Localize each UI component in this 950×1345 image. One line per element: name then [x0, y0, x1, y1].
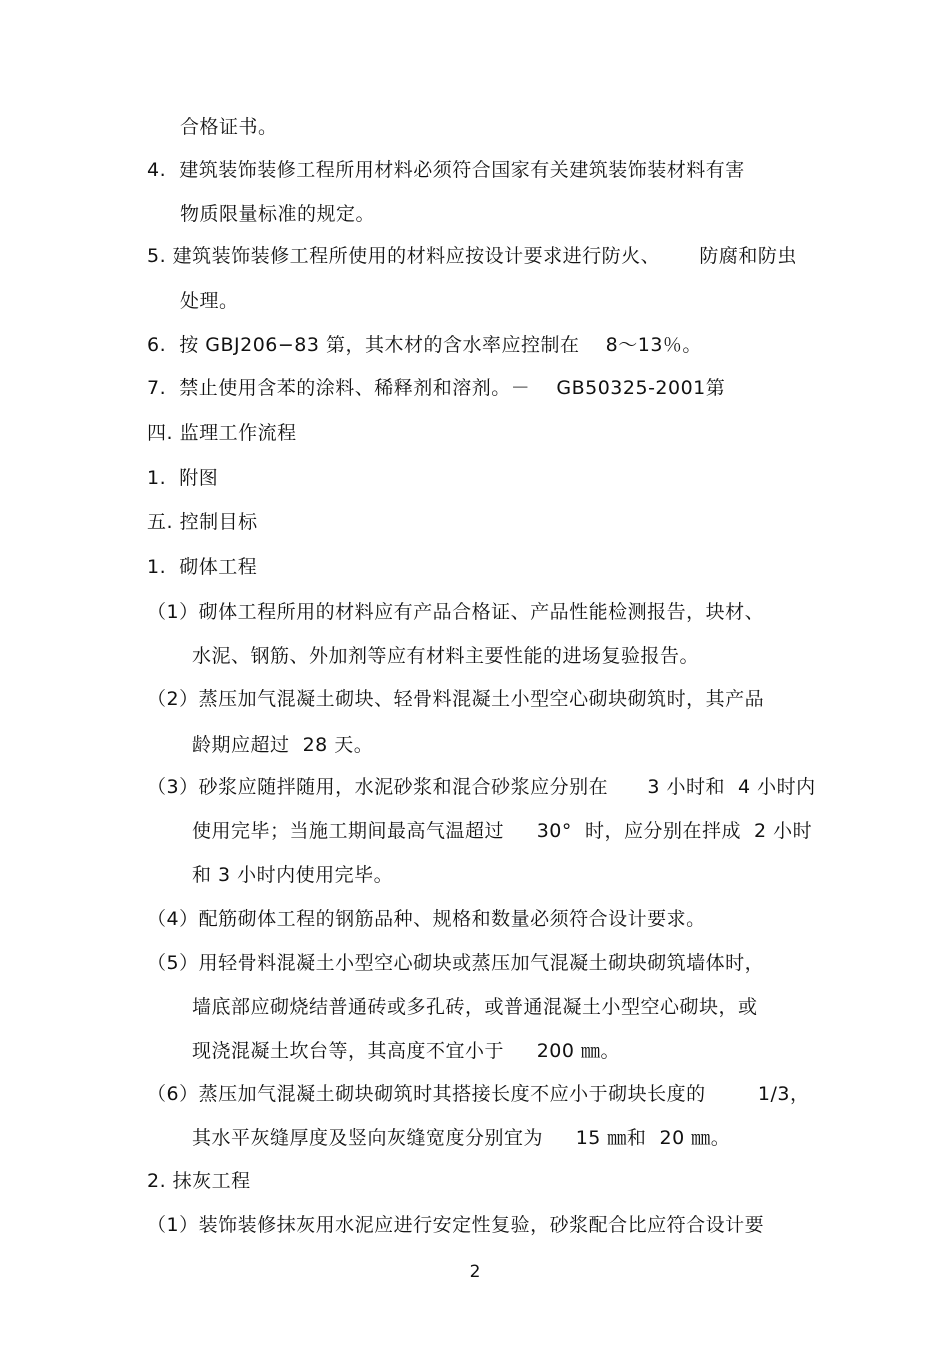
text-line: 合格证书。: [180, 116, 278, 138]
text-line: 和 3 小时内使用完毕。: [192, 864, 394, 886]
text-line: 龄期应超过 28 天。: [192, 734, 374, 756]
text-line: 水泥、钢筋、外加剂等应有材料主要性能的进场复验报告。: [192, 645, 700, 667]
text-line: （3）砂浆应随拌随用，水泥砂浆和混合砂浆应分别在 3 小时和 4 小时内: [147, 776, 816, 798]
text-line: 其水平灰缝厚度及竖向灰缝宽度分别宜为 15 ㎜和 20 ㎜。: [192, 1127, 731, 1149]
subsection-heading: 1. 砌体工程: [147, 556, 258, 578]
text-line: 5. 建筑装饰装修工程所使用的材料应按设计要求进行防火、 防腐和防虫: [147, 245, 797, 267]
section-heading: 五. 控制目标: [147, 511, 258, 533]
text-line: 1. 附图: [147, 467, 219, 489]
text-line: 使用完毕；当施工期间最高气温超过 30° 时，应分别在拌成 2 小时: [192, 820, 813, 842]
text-line: （6）蒸压加气混凝土砌块砌筑时其搭接长度不应小于砌块长度的 1/3，: [147, 1083, 810, 1105]
text-line: （2）蒸压加气混凝土砌块、轻骨料混凝土小型空心砌块砌筑时，其产品: [147, 688, 765, 710]
text-line: 墙底部应砌烧结普通砖或多孔砖，或普通混凝土小型空心砌块，或: [192, 996, 758, 1018]
subsection-heading: 2. 抹灰工程: [147, 1170, 251, 1192]
section-heading: 四. 监理工作流程: [147, 422, 297, 444]
text-line: 6. 按 GBJ206−83 第，其木材的含水率应控制在 8～13％。: [147, 334, 702, 356]
text-line: 物质限量标准的规定。: [180, 203, 376, 225]
text-line: 7. 禁止使用含苯的涂料、稀释剂和溶剂。－ GB50325-2001第: [147, 377, 726, 399]
text-line: 现浇混凝土坎台等，其高度不宜小于 200 ㎜。: [192, 1040, 621, 1062]
text-line: （5）用轻骨料混凝土小型空心砌块或蒸压加气混凝土砌块砌筑墙体时，: [147, 952, 765, 974]
text-line: 处理。: [180, 290, 239, 312]
text-line: （1）砌体工程所用的材料应有产品合格证、产品性能检测报告，块材、: [147, 601, 765, 623]
text-line: 4. 建筑装饰装修工程所用材料必须符合国家有关建筑装饰装材料有害: [147, 159, 745, 181]
text-line: （1）装饰装修抹灰用水泥应进行安定性复验，砂浆配合比应符合设计要: [147, 1214, 765, 1236]
text-line: （4）配筋砌体工程的钢筋品种、规格和数量必须符合设计要求。: [147, 908, 706, 930]
page-number: 2: [469, 1262, 481, 1282]
